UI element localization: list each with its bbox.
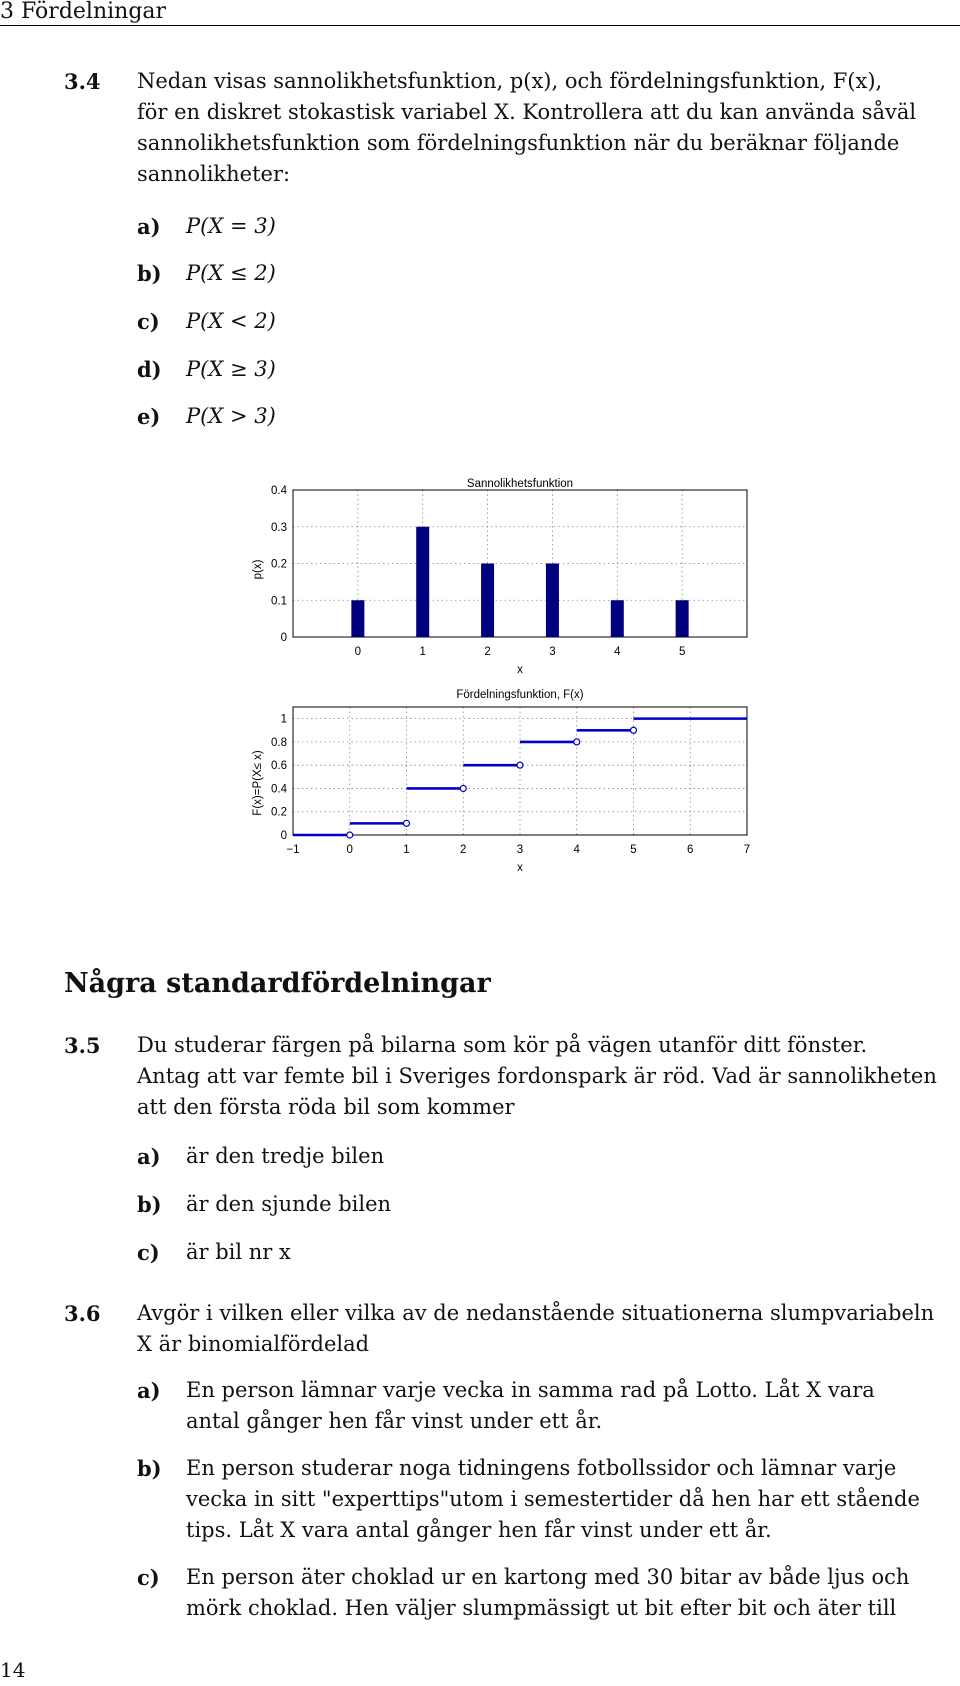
text-line: antal gånger hen får vinst under ett år. — [186, 1409, 603, 1433]
y-axis-label: p(x) — [252, 559, 264, 580]
x-tick-label: 7 — [743, 844, 751, 856]
y-tick-label: 1 — [280, 713, 287, 726]
text-line: X är binomialfördelad — [137, 1332, 370, 1356]
text-line: vecka in sitt "experttips"utom i semestertider då hen har ett stående — [186, 1487, 920, 1511]
open-circle — [347, 832, 353, 838]
x-tick-label: 5 — [678, 646, 686, 658]
y-tick-label: 0.8 — [271, 736, 287, 749]
item-text — [186, 1453, 956, 1546]
item-text: P(X ≥ 3) — [186, 357, 276, 381]
y-tick-label: 0.1 — [271, 595, 287, 608]
item-text — [186, 1375, 956, 1437]
text-line: sannolikhetsfunktion som fördelningsfunktion när du beräknar följande — [137, 131, 900, 155]
item-label: e) — [137, 404, 161, 429]
text-line: Antag att var femte bil i Sveriges fordonspark är röd. Vad är sannolikheten — [137, 1064, 937, 1088]
x-tick-label: 2 — [460, 844, 467, 856]
item-text: är den tredje bilen — [186, 1144, 385, 1168]
x-axis-label: x — [517, 862, 523, 874]
item-text: P(X < 2) — [186, 309, 276, 333]
item-label: a) — [137, 1144, 161, 1169]
y-tick-label: 0.6 — [271, 760, 287, 773]
figure-charts — [0, 450, 960, 900]
problem-number: 3.5 — [64, 1033, 101, 1058]
item-label: d) — [137, 357, 162, 382]
x-tick-label: 4 — [573, 844, 580, 856]
problem-number: 3.6 — [64, 1301, 101, 1326]
bar — [611, 600, 624, 637]
x-tick-label: 1 — [403, 844, 410, 856]
open-circle — [404, 820, 410, 826]
section-title: Några standardfördelningar — [64, 968, 491, 999]
chart-title: Sannolikhetsfunktion — [466, 478, 574, 490]
running-head: 3 Fördelningar — [0, 0, 167, 24]
y-tick-label: 0.2 — [271, 558, 287, 571]
bar — [481, 564, 494, 638]
bar — [676, 600, 689, 637]
y-tick-label: 0.4 — [271, 485, 287, 497]
y-tick-label: 0.4 — [271, 783, 287, 796]
open-circle — [631, 727, 637, 733]
item-label: b) — [137, 1192, 162, 1217]
item-label: c) — [137, 309, 160, 334]
y-tick-label: 0 — [280, 632, 287, 644]
bar — [351, 600, 364, 637]
x-tick-label: 2 — [484, 646, 491, 658]
item-text: är den sjunde bilen — [186, 1192, 392, 1216]
x-tick-label: 0 — [346, 844, 353, 856]
item-label: c) — [137, 1565, 160, 1590]
x-tick-label: 1 — [419, 646, 426, 658]
open-circle — [460, 785, 466, 791]
y-axis-label: F(x)=P(X≤ x) — [252, 750, 264, 816]
chart-title: Fördelningsfunktion, F(x) — [456, 689, 584, 701]
item-label: b) — [137, 261, 162, 286]
text-line: mörk choklad. Hen väljer slumpmässigt ut bit efter bit och äter till — [186, 1596, 897, 1620]
text-line: En person lämnar varje vecka in samma rad på Lotto. Låt X vara — [186, 1378, 875, 1402]
cdf-chart — [252, 689, 750, 874]
item-label: b) — [137, 1456, 162, 1481]
text-line: tips. Låt X vara antal gånger hen får vinst under ett år. — [186, 1518, 772, 1542]
header-rule — [0, 25, 960, 26]
item-text: är bil nr x — [186, 1240, 291, 1264]
problem-3-5-text — [137, 1030, 957, 1123]
pmf-chart — [252, 478, 747, 676]
text-line: Nedan visas sannolikhetsfunktion, p(x), och fördelningsfunktion, F(x), — [137, 69, 883, 93]
open-circle — [517, 762, 523, 768]
y-tick-label: 0 — [280, 830, 287, 842]
x-tick-label: 3 — [549, 646, 556, 658]
x-tick-label: 4 — [614, 646, 621, 658]
y-tick-label: 0.3 — [271, 521, 287, 534]
item-text: P(X = 3) — [186, 214, 276, 238]
item-label: a) — [137, 1378, 161, 1403]
problem-3-4-text — [137, 66, 957, 190]
text-line: En person studerar noga tidningens fotbollssidor och lämnar varje — [186, 1456, 897, 1480]
text-line: En person äter choklad ur en kartong med 30 bitar av både ljus och — [186, 1565, 910, 1589]
x-axis-label: x — [517, 664, 523, 676]
text-line: Du studerar färgen på bilarna som kör på vägen utanför ditt fönster. — [137, 1033, 868, 1057]
x-tick-label: 6 — [687, 844, 694, 856]
item-text: P(X ≤ 2) — [186, 261, 276, 285]
text-line: sannolikheter: — [137, 162, 291, 186]
item-text: P(X > 3) — [186, 404, 276, 428]
item-label: c) — [137, 1240, 160, 1265]
bar — [416, 527, 429, 637]
problem-number: 3.4 — [64, 69, 101, 94]
text-line: för en diskret stokastisk variabel X. Kontrollera att du kan använda såväl — [137, 100, 917, 124]
problem-3-6-text — [137, 1298, 957, 1360]
item-text — [186, 1562, 956, 1624]
open-circle — [574, 739, 580, 745]
x-tick-label: −1 — [286, 844, 300, 856]
bar — [546, 564, 559, 638]
item-label: a) — [137, 214, 161, 239]
y-tick-label: 0.2 — [271, 806, 287, 819]
page-number: 14 — [0, 1658, 26, 1682]
text-line: att den första röda bil som kommer — [137, 1095, 515, 1119]
x-tick-label: 0 — [354, 646, 362, 658]
x-tick-label: 3 — [516, 844, 524, 856]
text-line: Avgör i vilken eller vilka av de nedanstående situationerna slumpvariabeln — [137, 1301, 935, 1325]
x-tick-label: 5 — [630, 844, 637, 856]
